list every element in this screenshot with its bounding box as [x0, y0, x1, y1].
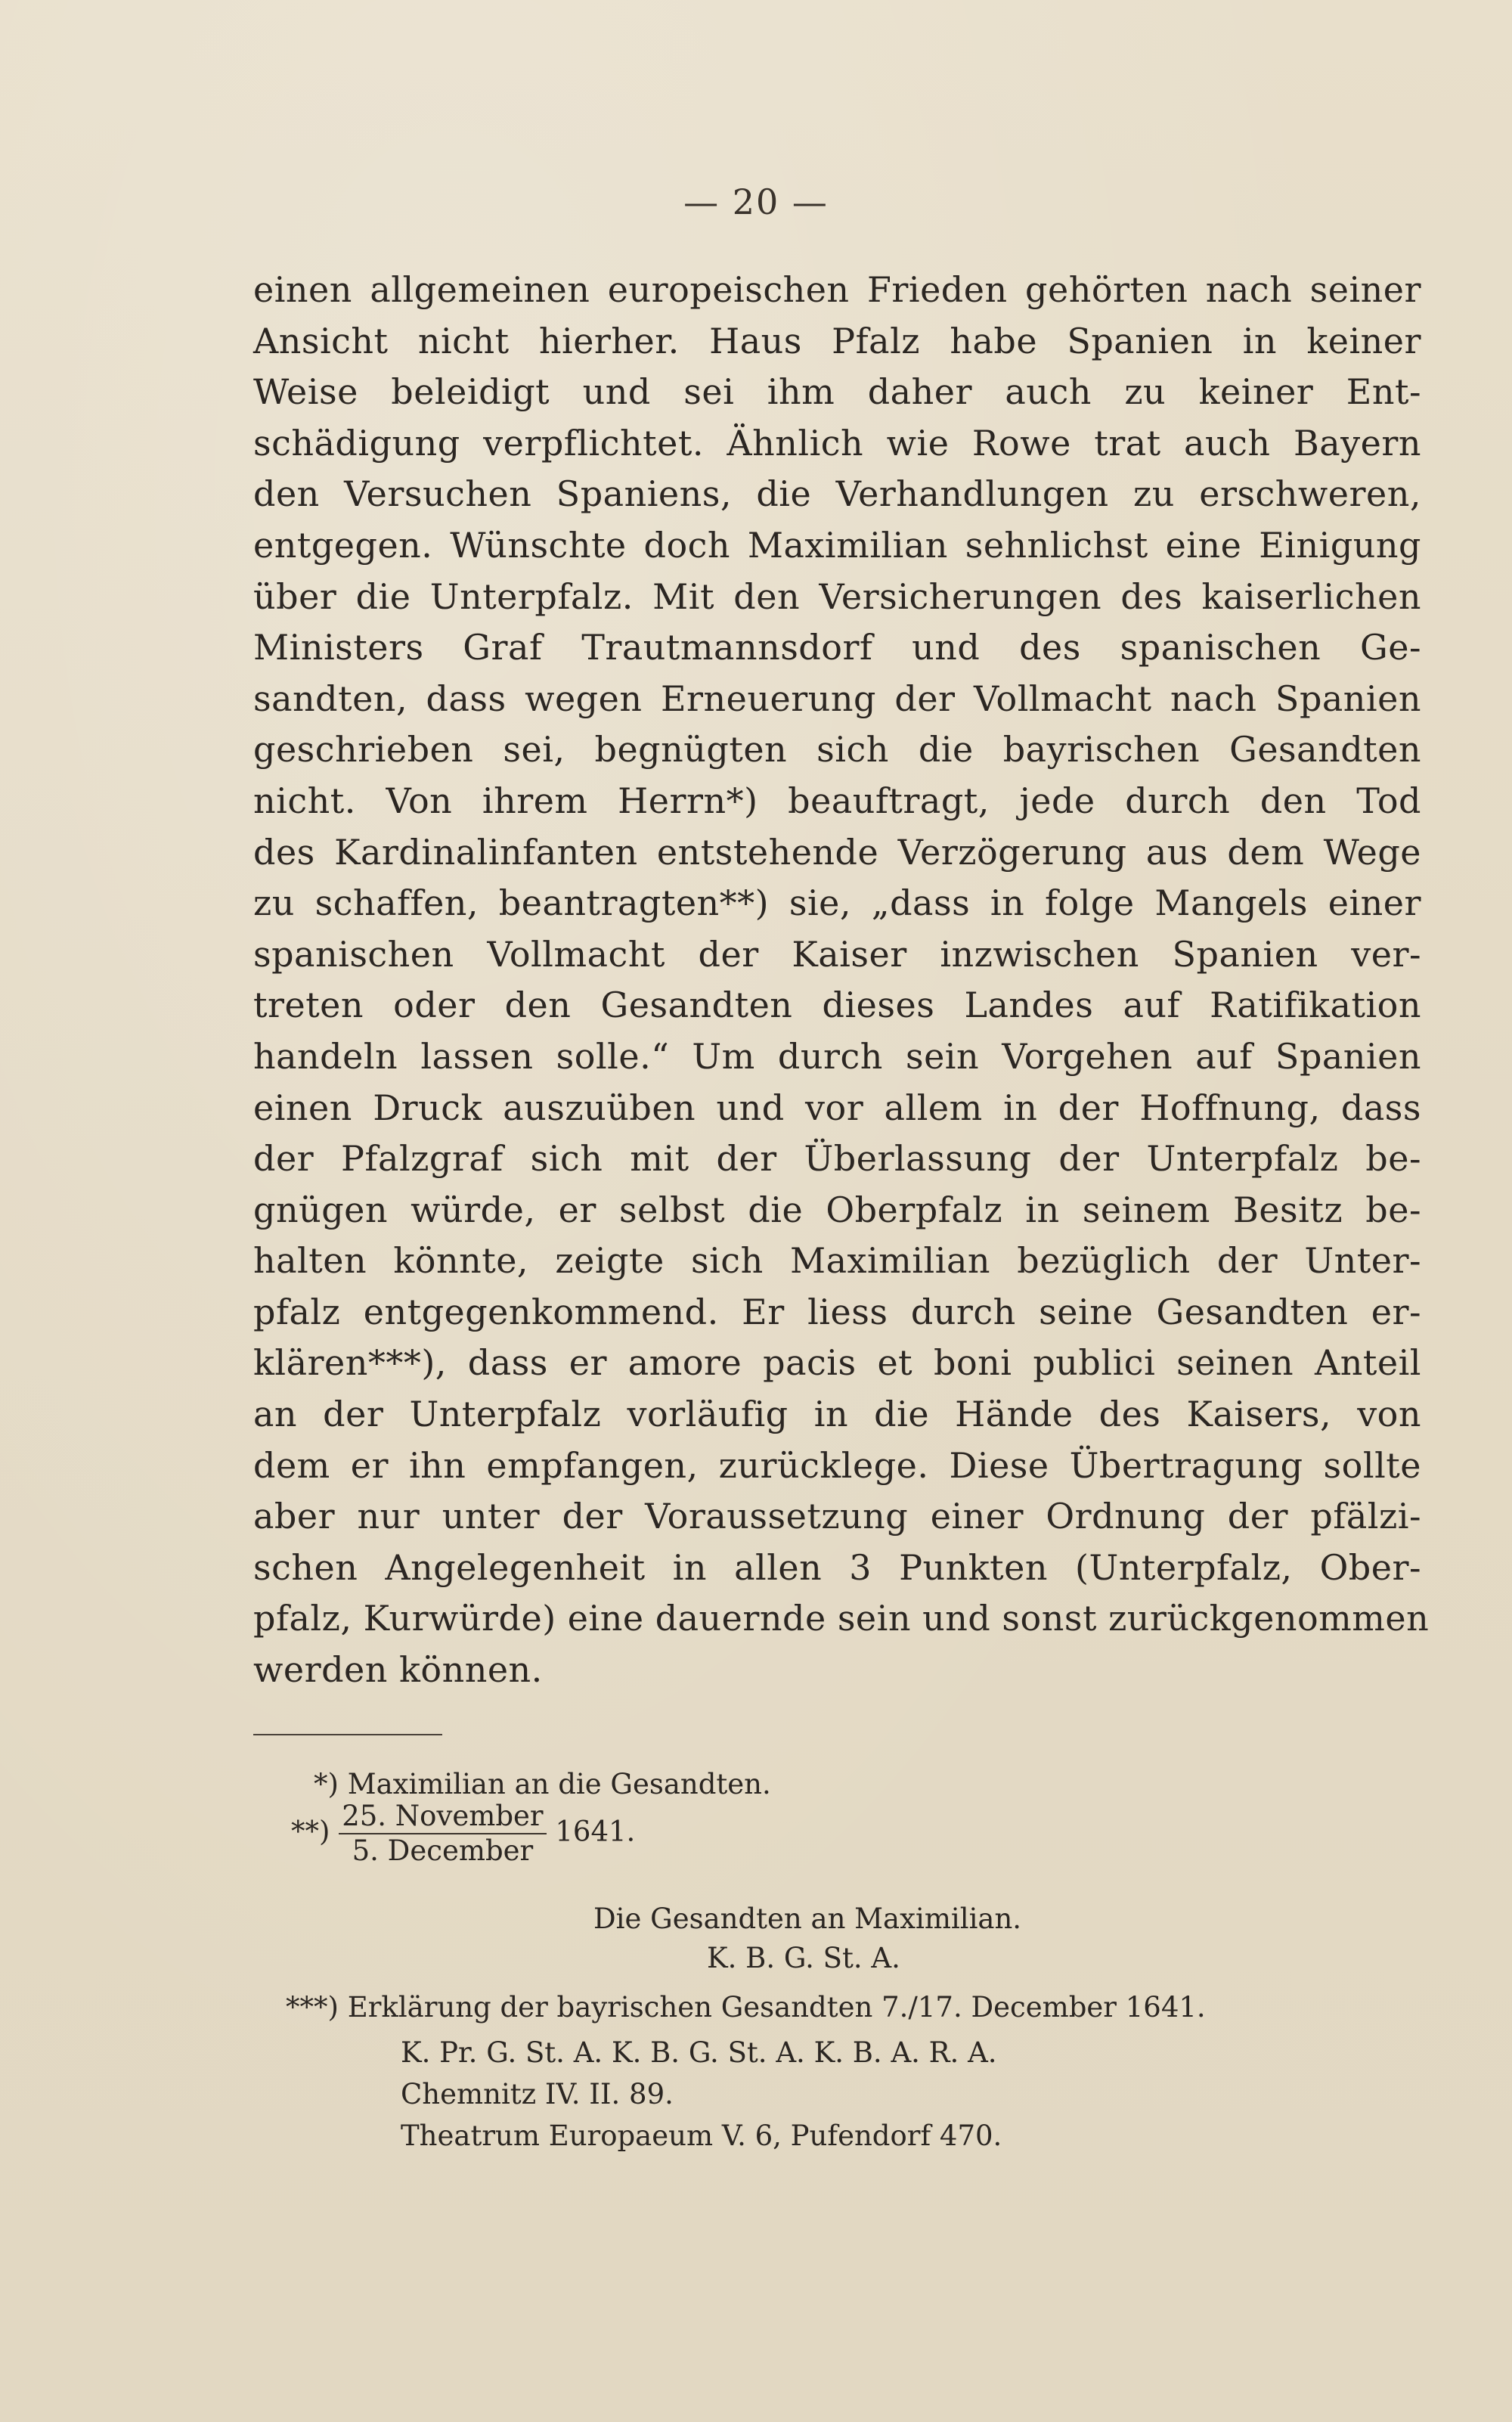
footnote-2-date-bottom: 5. December: [352, 1834, 534, 1867]
text-line: schen Angelegenheit in allen 3 Punkten (Unterpfalz, Ober-: [253, 1546, 1421, 1588]
footnote-2-archive: K. B. G. St. A.: [707, 1942, 900, 1974]
text-line: dem er ihn empfangen, zurücklege. Diese Übertragung sollte: [253, 1444, 1421, 1486]
footnote-2-date-top: 25. November: [339, 1800, 546, 1834]
text-line: pfalz entgegenkommend. Er liess durch seine Gesandten er-: [253, 1291, 1421, 1332]
footnote-2-marker: **): [291, 1815, 330, 1848]
footnote-1: *) Maximilian an die Gesandten.: [314, 1768, 771, 1800]
footnote-3: ***) Erklärung der bayrischen Gesandten 7./17. December 1641.: [286, 1991, 1206, 2024]
text-line: aber nur unter der Voraussetzung einer Ordnung der pfälzi-: [253, 1496, 1421, 1537]
footnote-2: [291, 1800, 635, 1868]
text-line: geschrieben sei, begnügten sich die bayrischen Gesandten: [253, 729, 1421, 771]
text-line: an der Unterpfalz vorläufig in die Hände des Kaisers, von: [253, 1394, 1421, 1435]
text-line: zu schaffen, beantragten**) sie, „dass in folge Mangels einer: [253, 882, 1421, 924]
text-line: Ansicht nicht hierher. Haus Pfalz habe Spanien in keiner: [253, 320, 1421, 361]
footnote-2-source: Die Gesandten an Maximilian.: [593, 1903, 1022, 1935]
page-number: — 20 —: [683, 181, 829, 222]
text-line: sandten, dass wegen Erneuerung der Vollmacht nach Spanien: [253, 678, 1421, 719]
text-line: treten oder den Gesandten dieses Landes auf Ratifikation: [253, 985, 1421, 1026]
footnote-2-date-fraction: [339, 1800, 546, 1868]
text-line: schädigung verpflichtet. Ähnlich wie Rowe trat auch Bayern: [253, 422, 1421, 464]
footnote-divider: [253, 1734, 442, 1735]
text-line: entgegen. Wünschte doch Maximilian sehnlichst eine Einigung: [253, 524, 1421, 566]
main-text: [253, 265, 1430, 1696]
text-line: gnügen würde, er selbst die Oberpfalz in seinem Besitz be-: [253, 1189, 1421, 1230]
footnote-3-theatrum: Theatrum Europaeum V. 6, Pufendorf 470.: [401, 2120, 1002, 2152]
text-line: spanischen Vollmacht der Kaiser inzwischen Spanien ver-: [253, 933, 1421, 975]
text-line: des Kardinalinfanten entstehende Verzögerung aus dem Wege: [253, 831, 1421, 873]
text-line: pfalz, Kurwürde) eine dauernde sein und sonst zurückgenommen: [253, 1598, 1430, 1639]
text-line: einen allgemeinen europeischen Frieden gehörten nach seiner: [253, 269, 1421, 310]
footnote-3-archives: K. Pr. G. St. A. K. B. G. St. A. K. B. A. R. A.: [401, 2036, 997, 2069]
text-line: klären***), dass er amore pacis et boni publici seinen Anteil: [253, 1342, 1421, 1384]
text-line: der Pfalzgraf sich mit der Überlassung der Unterpfalz be-: [253, 1138, 1421, 1180]
text-line: Weise beleidigt und sei ihm daher auch zu keiner Ent-: [253, 371, 1421, 413]
footnote-3-chemnitz: Chemnitz IV. II. 89.: [401, 2078, 674, 2110]
text-line: einen Druck auszuüben und vor allem in der Hoffnung, dass: [253, 1087, 1421, 1128]
text-line: den Versuchen Spaniens, die Verhandlungen zu erschweren,: [253, 473, 1421, 515]
text-line: handeln lassen solle.“ Um durch sein Vorgehen auf Spanien: [253, 1035, 1421, 1077]
text-line: nicht. Von ihrem Herrn*) beauftragt, jede durch den Tod: [253, 780, 1421, 821]
text-line: Ministers Graf Trautmannsdorf und des spanischen Ge-: [253, 627, 1421, 668]
text-line: halten könnte, zeigte sich Maximilian bezüglich der Unter-: [253, 1240, 1421, 1282]
footnote-2-year: 1641.: [555, 1815, 636, 1848]
text-line: werden können.: [253, 1649, 543, 1691]
text-line: über die Unterpfalz. Mit den Versicherungen des kaiserlichen: [253, 575, 1421, 617]
